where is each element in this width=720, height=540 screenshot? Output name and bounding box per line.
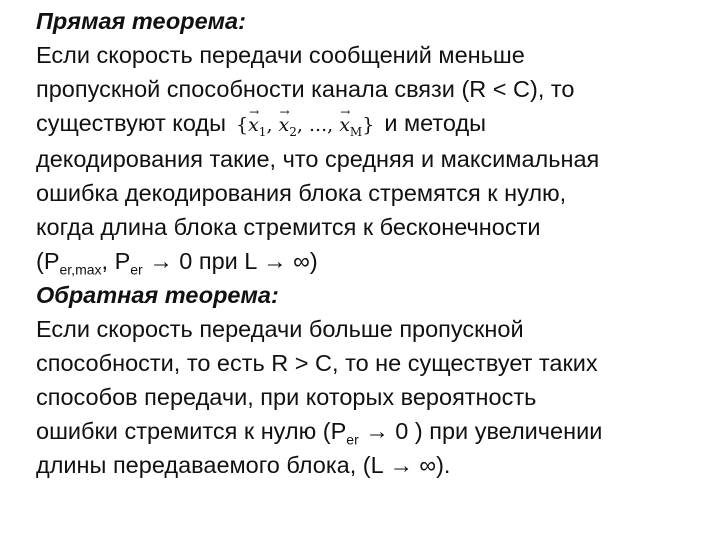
direct-text-line-1: Если скорость передачи сообщений меньше [36, 42, 525, 68]
inverse-text-line-1: Если скорость передачи больше пропускной [36, 315, 524, 342]
subscript-er-max: er,max [59, 261, 102, 278]
inverse-text-line-3: способов передачи, при которых вероятность [36, 383, 537, 410]
inverse-text-line-2: способности, то есть R > C, то не существует таких [36, 349, 598, 376]
error-text: ошибки стремится к нулю (P [36, 417, 347, 444]
direct-text-line-4: декодирования такие, что средняя и максимальная [36, 145, 600, 172]
p-symbol: (P [36, 247, 60, 274]
x-symbol: x [339, 113, 350, 136]
separator: , [296, 113, 309, 136]
separator: , [327, 113, 340, 136]
x-symbol: x [278, 113, 290, 136]
brace-open: { [235, 113, 249, 136]
direct-text-line-7 [36, 244, 706, 278]
methods-text: и методы [384, 110, 487, 136]
inverse-text-line-4 [36, 414, 706, 448]
codes-text: существуют коды [36, 110, 226, 136]
codes-set-formula [236, 108, 374, 142]
index-M: M [349, 124, 363, 139]
x-symbol: x [248, 113, 259, 136]
inverse-theorem-heading: Обратная теорема: [36, 281, 279, 308]
vector-x2 [279, 108, 297, 142]
direct-theorem-heading: Прямая теорема: [36, 8, 246, 34]
index-1: 1 [258, 124, 267, 139]
subscript-er: er [130, 261, 143, 278]
separator: , [266, 113, 279, 136]
direct-text-line-2: пропускной способности канала связи (R < C), то [36, 76, 575, 102]
index-2: 2 [289, 124, 297, 139]
vector-x1 [248, 108, 266, 142]
direct-text-line-3 [36, 106, 706, 142]
brace-close: } [362, 113, 375, 136]
inverse-text-line-5: длины передаваемого блока, (L → ∞). [36, 451, 451, 478]
direct-text-line-6: когда длина блока стремится к бесконечности [36, 213, 541, 240]
subscript-er: er [346, 431, 359, 448]
direct-text-line-5: ошибка декодирования блока стремятся к нулю, [36, 179, 567, 206]
vector-xM [339, 108, 362, 142]
p-symbol-2: , P [101, 247, 131, 274]
increase-text: → 0 ) при увеличении [358, 417, 603, 444]
limit-text: → 0 при L → ∞) [142, 247, 318, 274]
ellipsis: ... [308, 113, 328, 136]
